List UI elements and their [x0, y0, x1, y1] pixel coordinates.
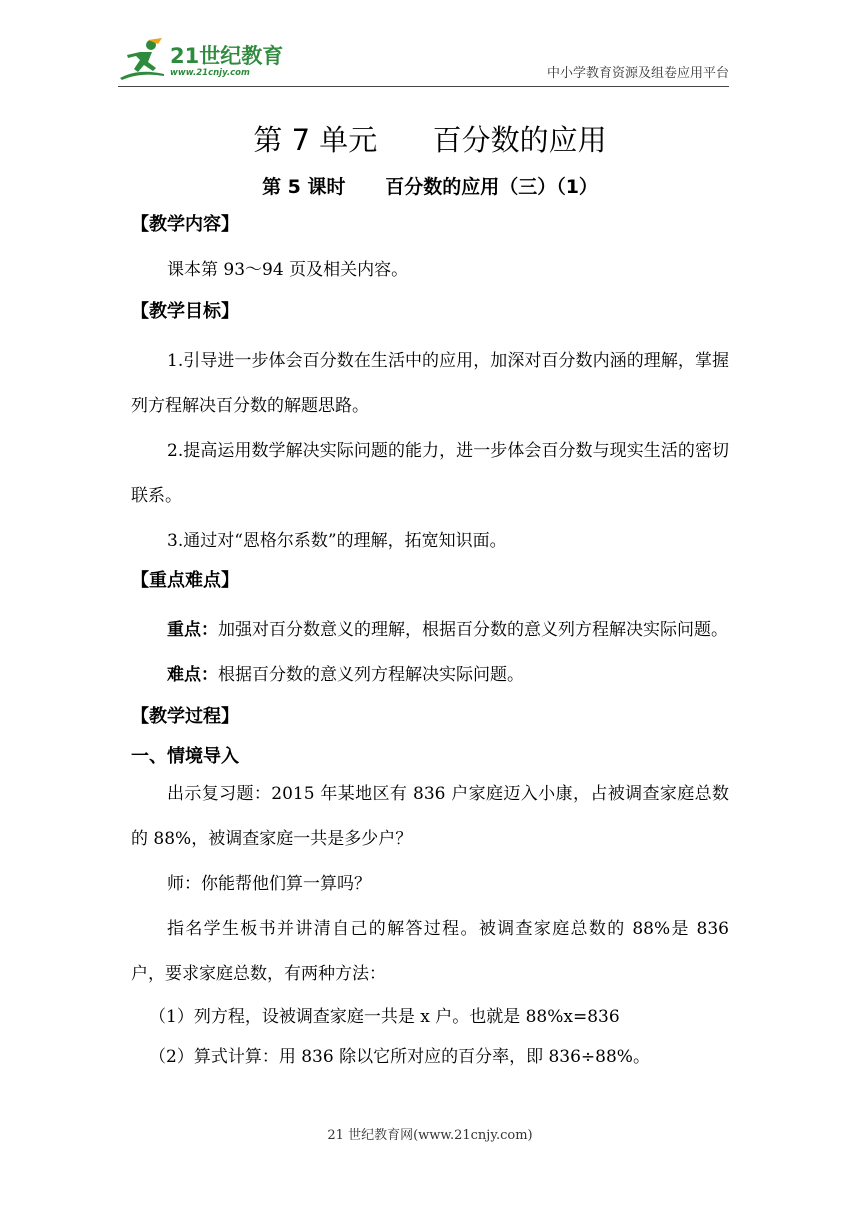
- page-header: [0, 0, 860, 95]
- site-logo[interactable]: [118, 38, 288, 84]
- unit-title: 第 7 单元 百分数的应用: [253, 123, 607, 157]
- section-heading-process: 【教学过程】: [131, 706, 239, 727]
- method-step-2: （2）算式计算：用 836 除以它所对应的百分率，即 836÷88%。: [149, 1047, 650, 1067]
- difficult-point-label: 难点：: [167, 665, 218, 685]
- key-point: [131, 608, 729, 653]
- logo-brand-text: 21世纪教育: [170, 44, 284, 68]
- header-divider: [118, 86, 729, 87]
- teacher-prompt: 师：你能帮他们算一算吗？: [167, 874, 371, 894]
- difficult-point: [131, 653, 729, 698]
- goal-item-2: 2.提高运用数学解决实际问题的能力，进一步体会百分数与现实生活的密切联系。: [131, 441, 729, 506]
- section-heading-goals: 【教学目标】: [131, 301, 239, 322]
- document-body: [131, 112, 729, 1077]
- part-heading-intro: 一、情境导入: [131, 746, 239, 767]
- page-footer: 21 世纪教育网(www.21cnjy.com): [327, 1128, 533, 1143]
- lesson-title: 第 5 课时 百分数的应用（三）（1）: [262, 176, 598, 198]
- platform-tagline: 中小学教育资源及组卷应用平台: [546, 66, 729, 81]
- difficult-point-text: 根据百分数的意义列方程解决实际问题。: [218, 665, 524, 685]
- goal-item-3: 3.通过对“恩格尔系数”的理解，拓宽知识面。: [167, 531, 507, 551]
- review-question: 出示复习题：2015 年某地区有 836 户家庭迈入小康，占被调查家庭总数的 88%，被调查家庭一共是多少户？: [131, 784, 729, 849]
- goal-item-1: 1.引导进一步体会百分数在生活中的应用，加深对百分数内涵的理解，掌握列方程解决百分数的解题思路。: [131, 351, 729, 416]
- solution-explanation: 指名学生板书并讲清自己的解答过程。被调查家庭总数的 88%是 836 户，要求家庭总数，有两种方法：: [131, 919, 729, 984]
- key-point-text: 加强对百分数意义的理解，根据百分数的意义列方程解决实际问题。: [218, 620, 728, 640]
- section-heading-content: 【教学内容】: [131, 214, 239, 235]
- key-point-label: 重点：: [167, 620, 218, 640]
- section-heading-key-points: 【重点难点】: [131, 570, 239, 591]
- logo-url-text: www.21cnjy.com: [170, 68, 250, 78]
- method-step-1: （1）列方程，设被调查家庭一共是 x 户。也就是 88%x=836: [149, 1007, 620, 1027]
- runner-logo-icon: [118, 38, 168, 84]
- content-text: 课本第 93～94 页及相关内容。: [167, 260, 409, 280]
